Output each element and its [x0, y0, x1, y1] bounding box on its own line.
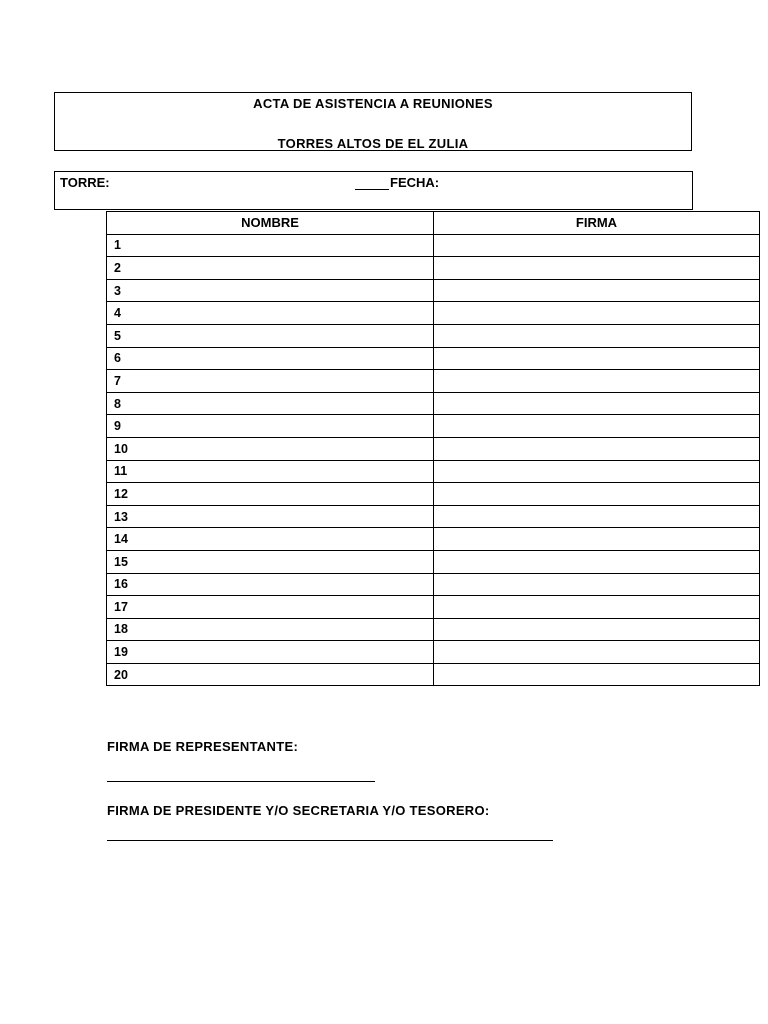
- row-number: 6: [107, 347, 434, 370]
- signature-cell: [434, 573, 760, 596]
- row-number: 19: [107, 641, 434, 664]
- table-row: [107, 596, 760, 619]
- table-row: [107, 415, 760, 438]
- table-row: [107, 618, 760, 641]
- signature-cell: [434, 324, 760, 347]
- row-number: 2: [107, 257, 434, 280]
- table-row: [107, 483, 760, 506]
- signature-cell: [434, 415, 760, 438]
- table-row: [107, 324, 760, 347]
- document-subtitle: TORRES ALTOS DE EL ZULIA: [277, 136, 469, 151]
- table-row: [107, 347, 760, 370]
- fecha-blank-line: [355, 175, 389, 190]
- signature-cell: [434, 528, 760, 551]
- column-header-nombre: NOMBRE: [107, 212, 434, 235]
- row-number: 8: [107, 392, 434, 415]
- signature-cell: [434, 505, 760, 528]
- row-number: 7: [107, 370, 434, 393]
- representante-signature-line: [107, 781, 375, 782]
- fecha-field: [355, 175, 439, 190]
- meta-box: [54, 171, 693, 210]
- table-row: [107, 257, 760, 280]
- attendance-table: [106, 211, 760, 686]
- row-number: 11: [107, 460, 434, 483]
- row-number: 15: [107, 550, 434, 573]
- torre-label: TORRE:: [60, 175, 110, 190]
- signature-cell: [434, 302, 760, 325]
- signature-cell: [434, 663, 760, 686]
- table-row: [107, 663, 760, 686]
- signature-cell: [434, 370, 760, 393]
- table-row: [107, 437, 760, 460]
- row-number: 17: [107, 596, 434, 619]
- presidente-signature-label: FIRMA DE PRESIDENTE Y/O SECRETARIA Y/O TESORERO:: [107, 803, 490, 818]
- signature-cell: [434, 234, 760, 257]
- row-number: 5: [107, 324, 434, 347]
- attendance-table-body: [107, 234, 760, 686]
- signature-cell: [434, 550, 760, 573]
- table-row: [107, 573, 760, 596]
- signature-cell: [434, 279, 760, 302]
- row-number: 4: [107, 302, 434, 325]
- representante-signature-label: FIRMA DE REPRESENTANTE:: [107, 739, 299, 754]
- table-row: [107, 528, 760, 551]
- row-number: 9: [107, 415, 434, 438]
- document-header-box: [54, 92, 692, 151]
- signature-cell: [434, 347, 760, 370]
- row-number: 14: [107, 528, 434, 551]
- document-title: ACTA DE ASISTENCIA A REUNIONES: [253, 96, 493, 111]
- signature-cell: [434, 618, 760, 641]
- table-row: [107, 370, 760, 393]
- signature-cell: [434, 460, 760, 483]
- signature-cell: [434, 257, 760, 280]
- presidente-signature-line: [107, 840, 553, 841]
- row-number: 18: [107, 618, 434, 641]
- signature-cell: [434, 437, 760, 460]
- signature-cell: [434, 392, 760, 415]
- table-row: [107, 302, 760, 325]
- table-header-row: [107, 212, 760, 235]
- table-row: [107, 505, 760, 528]
- table-row: [107, 460, 760, 483]
- signature-cell: [434, 483, 760, 506]
- row-number: 13: [107, 505, 434, 528]
- row-number: 10: [107, 437, 434, 460]
- table-row: [107, 641, 760, 664]
- table-row: [107, 550, 760, 573]
- fecha-label: FECHA:: [390, 175, 440, 190]
- row-number: 20: [107, 663, 434, 686]
- table-row: [107, 234, 760, 257]
- signature-cell: [434, 641, 760, 664]
- signature-cell: [434, 596, 760, 619]
- table-row: [107, 279, 760, 302]
- row-number: 16: [107, 573, 434, 596]
- table-row: [107, 392, 760, 415]
- row-number: 1: [107, 234, 434, 257]
- row-number: 3: [107, 279, 434, 302]
- row-number: 12: [107, 483, 434, 506]
- column-header-firma: FIRMA: [434, 212, 760, 235]
